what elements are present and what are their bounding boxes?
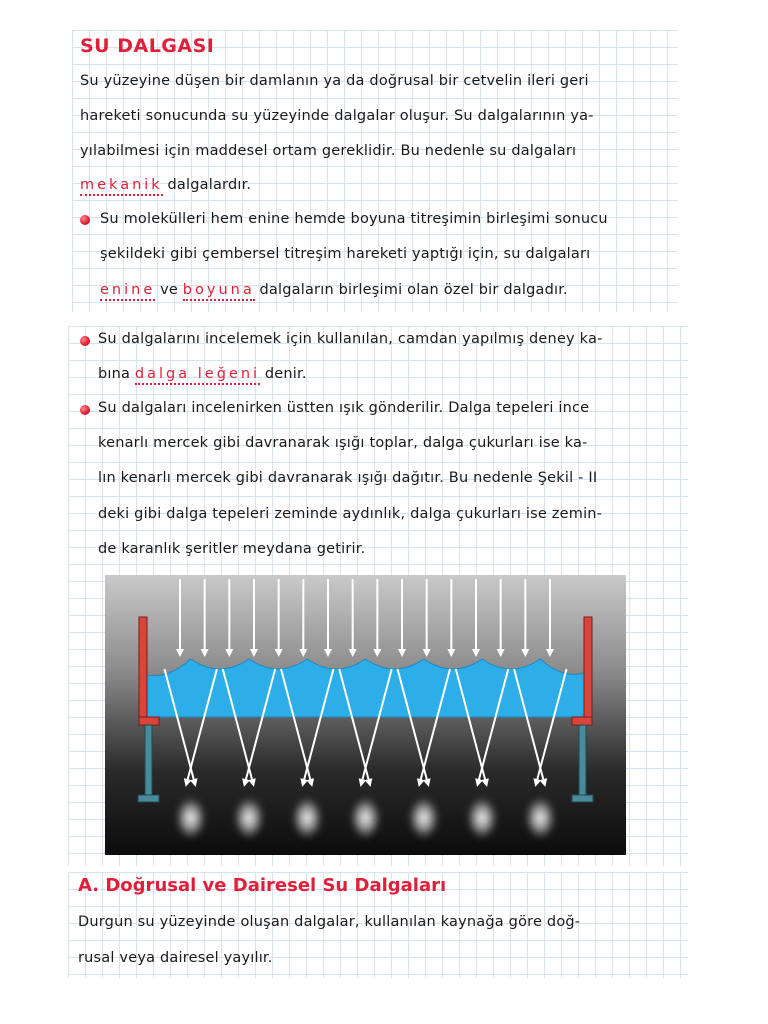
highlight-term: mekanik [80,177,163,196]
tank-foot-right [572,795,593,802]
paragraph-line: hareketi sonucunda su yüzeyinde dalgalar oluşur. Su dalgalarının ya- [80,108,594,124]
tank-base-right [572,717,592,725]
paragraph-text: ve [155,282,183,298]
paragraph-line: yılabilmesi için maddesel ortam gereklidir. Bu nedenle su dalgaları [80,143,577,159]
bright-band [175,796,207,840]
bullet-line: kenarlı mercek gibi davranarak ışığı toplar, dalga çukurları ise ka- [98,435,588,451]
tank-wall-left [139,617,147,725]
paragraph-line: rusal veya dairesel yayılır. [78,950,273,966]
tank-wall-right [584,617,592,725]
tank-base-left [139,717,159,725]
paragraph-text: dalgalardır. [162,177,252,193]
wave-tank-figure [105,575,626,855]
highlight-term: enine [100,282,155,301]
bright-band [291,796,323,840]
tank-foot-left [138,795,159,802]
bullet-icon [80,405,90,415]
bullet-line [100,282,568,298]
bright-band [408,796,440,840]
bright-band [350,796,382,840]
bullet-icon [80,336,90,346]
paragraph-text: dalgaların birleşimi olan özel bir dalgadır. [254,282,568,298]
bullet-line: Su molekülleri hem enine hemde boyuna titreşimin birleşimi sonucu [100,211,608,227]
bullet-line: Su dalgaları incelenirken üstten ışık gönderilir. Dalga tepeleri ince [98,400,590,416]
bullet-line: de karanlık şeritler meydana getirir. [98,541,366,557]
paragraph-line [80,177,251,193]
bright-band [233,796,265,840]
tank-leg-left [145,725,152,797]
paragraph-line: Su yüzeyine düşen bir damlanın ya da doğrusal bir cetvelin ileri geri [80,73,589,89]
bullet-line: şekildeki gibi çembersel titreşim hareketi yaptığı için, su dalgaları [100,246,591,262]
bullet-line: deki gibi dalga tepeleri zeminde aydınlık, dalga çukurları ise zemin- [98,506,603,522]
bullet-line [98,366,307,382]
highlight-term: boyuna [183,282,255,301]
bright-band [466,796,498,840]
highlight-term: dalga leğeni [135,366,260,385]
bullet-line: Su dalgalarını incelemek için kullanılan, camdan yapılmış deney ka- [98,331,603,347]
section-title: SU DALGASI [80,35,215,57]
bullet-icon [80,215,90,225]
paragraph-text: denir. [260,366,307,382]
paragraph-text: bına [98,366,135,382]
bright-band [524,796,556,840]
paragraph-line: Durgun su yüzeyinde oluşan dalgalar, kullanılan kaynağa göre doğ- [78,914,581,930]
tank-leg-right [579,725,586,797]
bullet-line: lın kenarlı mercek gibi davranarak ışığı dağıtır. Bu nedenle Şekil - II [98,470,598,486]
subsection-title: A. Doğrusal ve Dairesel Su Dalgaları [78,875,447,896]
